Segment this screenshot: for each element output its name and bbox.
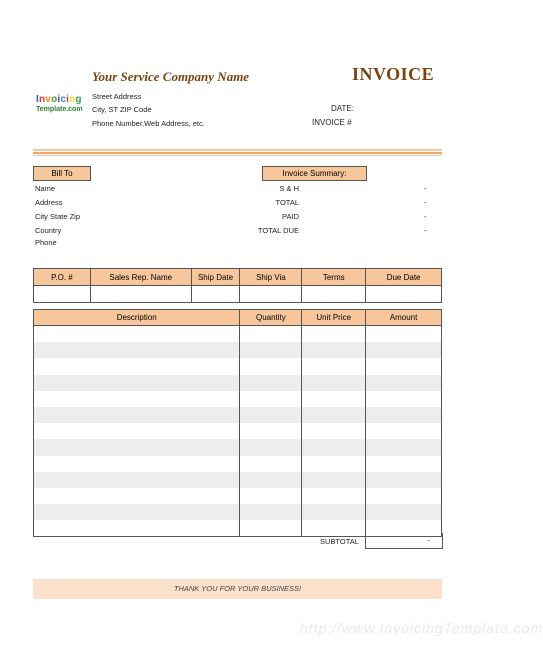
quantity-cell[interactable] bbox=[240, 342, 302, 358]
table-row bbox=[34, 391, 442, 407]
logo-letter: I bbox=[36, 94, 39, 105]
summary-sh-value: - bbox=[424, 184, 427, 193]
table-row bbox=[34, 504, 442, 520]
terms-header: Terms bbox=[302, 269, 366, 286]
unit-price-header: Unit Price bbox=[302, 310, 366, 326]
quantity-cell[interactable] bbox=[240, 504, 302, 520]
quantity-cell[interactable] bbox=[240, 391, 302, 407]
invoice-title: INVOICE bbox=[352, 64, 435, 84]
amount-cell[interactable] bbox=[366, 456, 442, 472]
table-row bbox=[34, 407, 442, 423]
description-cell[interactable] bbox=[34, 358, 240, 374]
invoicing-template-logo bbox=[36, 94, 90, 114]
table-row bbox=[34, 456, 442, 472]
table-row bbox=[34, 375, 442, 391]
description-cell[interactable] bbox=[34, 504, 240, 520]
ship-via-header: Ship Via bbox=[240, 269, 302, 286]
unit-price-cell[interactable] bbox=[302, 358, 366, 374]
quantity-header: Quantity bbox=[240, 310, 302, 326]
table-row bbox=[34, 472, 442, 488]
description-header: Description bbox=[34, 310, 240, 326]
unit-price-cell[interactable] bbox=[302, 391, 366, 407]
order-info-table bbox=[33, 268, 442, 303]
thank-you-banner: THANK YOU FOR YOUR BUSINESS! bbox=[33, 579, 442, 599]
amount-cell[interactable] bbox=[366, 326, 442, 343]
unit-price-cell[interactable] bbox=[302, 456, 366, 472]
bill-to-city: City State Zip bbox=[35, 212, 81, 221]
summary-sh-label: S & H bbox=[279, 184, 299, 193]
table-row bbox=[34, 326, 442, 343]
description-cell[interactable] bbox=[34, 439, 240, 455]
summary-total-due-label: TOTAL DUE bbox=[257, 226, 299, 235]
bill-to-address: Address bbox=[35, 198, 63, 207]
description-cell[interactable] bbox=[34, 520, 240, 537]
unit-price-cell[interactable] bbox=[302, 375, 366, 391]
bill-to-label: Bill To bbox=[33, 166, 91, 181]
description-cell[interactable] bbox=[34, 472, 240, 488]
description-cell[interactable] bbox=[34, 488, 240, 504]
unit-price-cell[interactable] bbox=[302, 423, 366, 439]
street-address: Street Address bbox=[92, 92, 142, 101]
unit-price-cell[interactable] bbox=[302, 488, 366, 504]
bill-to-phone: Phone bbox=[35, 238, 57, 247]
watermark-text: http://www.InvoicingTemplate.com bbox=[300, 620, 543, 636]
logo-wordmark bbox=[36, 94, 90, 105]
amount-cell[interactable] bbox=[366, 407, 442, 423]
description-cell[interactable] bbox=[34, 456, 240, 472]
amount-cell[interactable] bbox=[366, 391, 442, 407]
logo-subtext: Template.com bbox=[36, 106, 83, 113]
unit-price-cell[interactable] bbox=[302, 439, 366, 455]
quantity-cell[interactable] bbox=[240, 520, 302, 537]
unit-price-cell[interactable] bbox=[302, 326, 366, 343]
terms-cell[interactable] bbox=[302, 286, 366, 303]
logo-letter: i bbox=[66, 94, 70, 105]
amount-cell[interactable] bbox=[366, 439, 442, 455]
description-cell[interactable] bbox=[34, 391, 240, 407]
summary-paid-label: PAID bbox=[282, 212, 299, 221]
date-label: DATE: bbox=[331, 104, 354, 113]
table-row bbox=[34, 423, 442, 439]
unit-price-cell[interactable] bbox=[302, 504, 366, 520]
quantity-cell[interactable] bbox=[240, 456, 302, 472]
sales-rep-header: Sales Rep. Name bbox=[90, 269, 191, 286]
amount-cell[interactable] bbox=[366, 375, 442, 391]
unit-price-cell[interactable] bbox=[302, 472, 366, 488]
amount-cell[interactable] bbox=[366, 358, 442, 374]
line-items-table bbox=[33, 309, 442, 537]
summary-total-due-value: - bbox=[424, 226, 427, 235]
unit-price-cell[interactable] bbox=[302, 342, 366, 358]
ship-date-header: Ship Date bbox=[191, 269, 240, 286]
unit-price-cell[interactable] bbox=[302, 407, 366, 423]
sales-rep-cell[interactable] bbox=[90, 286, 191, 303]
bill-to-name: Name bbox=[35, 184, 56, 193]
amount-cell[interactable] bbox=[366, 423, 442, 439]
amount-cell[interactable] bbox=[366, 504, 442, 520]
contact-line: Phone Number,Web Address, etc. bbox=[92, 119, 205, 128]
invoice-summary-label: Invoice Summary: bbox=[262, 166, 367, 181]
description-cell[interactable] bbox=[34, 326, 240, 343]
quantity-cell[interactable] bbox=[240, 472, 302, 488]
subtotal-label: SUBTOTAL bbox=[320, 537, 359, 546]
ship-date-cell[interactable] bbox=[191, 286, 240, 303]
logo-letter: n bbox=[38, 94, 46, 105]
table-row bbox=[34, 358, 442, 374]
ship-via-cell[interactable] bbox=[240, 286, 302, 303]
quantity-cell[interactable] bbox=[240, 326, 302, 343]
amount-cell[interactable] bbox=[366, 342, 442, 358]
header-divider bbox=[33, 155, 442, 156]
table-row bbox=[34, 488, 442, 504]
amount-header: Amount bbox=[366, 310, 442, 326]
quantity-cell[interactable] bbox=[240, 488, 302, 504]
amount-cell[interactable] bbox=[366, 488, 442, 504]
logo-letter: i bbox=[57, 94, 61, 105]
company-name: Your Service Company Name bbox=[92, 69, 250, 84]
subtotal-value: - bbox=[427, 536, 430, 545]
description-cell[interactable] bbox=[34, 407, 240, 423]
logo-letter: n bbox=[69, 94, 76, 105]
invoice-number-label: INVOICE # bbox=[312, 118, 352, 127]
subtotal-box bbox=[365, 533, 443, 549]
description-cell[interactable] bbox=[34, 375, 240, 391]
quantity-cell[interactable] bbox=[240, 407, 302, 423]
logo-letter: c bbox=[60, 94, 67, 105]
header-divider bbox=[33, 152, 442, 154]
quantity-cell[interactable] bbox=[240, 439, 302, 455]
city-zip: City, ST ZIP Code bbox=[92, 105, 152, 114]
amount-cell[interactable] bbox=[366, 472, 442, 488]
quantity-cell[interactable] bbox=[240, 375, 302, 391]
summary-paid-value: - bbox=[424, 212, 427, 221]
description-cell[interactable] bbox=[34, 342, 240, 358]
bill-to-country: Country bbox=[35, 226, 62, 235]
due-date-cell[interactable] bbox=[366, 286, 442, 303]
header-divider bbox=[33, 149, 442, 151]
logo-letter: v bbox=[45, 94, 52, 105]
logo-letter: g bbox=[75, 94, 82, 105]
due-date-header: Due Date bbox=[366, 269, 442, 286]
po-number-cell[interactable] bbox=[34, 286, 91, 303]
unit-price-cell[interactable] bbox=[302, 520, 366, 537]
po-number-header: P.O. # bbox=[34, 269, 91, 286]
summary-total-value: - bbox=[424, 198, 427, 207]
table-row bbox=[34, 439, 442, 455]
logo-letter: o bbox=[51, 94, 58, 105]
summary-total-label: TOTAL bbox=[275, 198, 299, 207]
quantity-cell[interactable] bbox=[240, 358, 302, 374]
description-cell[interactable] bbox=[34, 423, 240, 439]
quantity-cell[interactable] bbox=[240, 423, 302, 439]
table-row bbox=[34, 342, 442, 358]
